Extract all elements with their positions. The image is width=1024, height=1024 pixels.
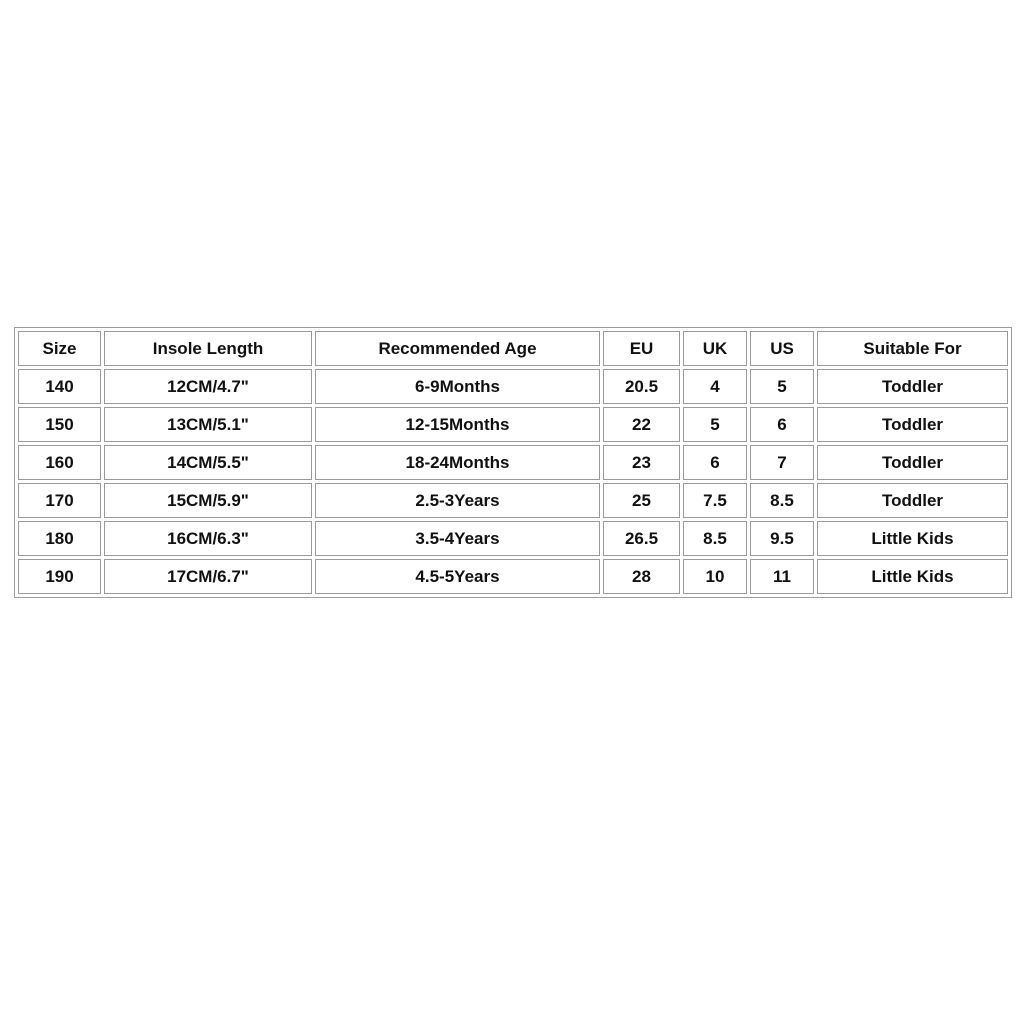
header-eu: EU — [603, 331, 680, 366]
header-insole-length: Insole Length — [104, 331, 312, 366]
cell-recommended-age: 18-24Months — [315, 445, 600, 480]
cell-eu: 23 — [603, 445, 680, 480]
cell-recommended-age: 2.5-3Years — [315, 483, 600, 518]
cell-insole-length: 15CM/5.9" — [104, 483, 312, 518]
cell-us: 5 — [750, 369, 814, 404]
cell-uk: 10 — [683, 559, 747, 594]
cell-uk: 5 — [683, 407, 747, 442]
cell-size: 140 — [18, 369, 101, 404]
table-header-row — [18, 331, 1008, 366]
table-row — [18, 521, 1008, 556]
cell-eu: 22 — [603, 407, 680, 442]
cell-insole-length: 13CM/5.1" — [104, 407, 312, 442]
cell-suitable-for: Toddler — [817, 445, 1008, 480]
table-row — [18, 407, 1008, 442]
cell-us: 7 — [750, 445, 814, 480]
cell-insole-length: 17CM/6.7" — [104, 559, 312, 594]
cell-suitable-for: Little Kids — [817, 521, 1008, 556]
cell-suitable-for: Little Kids — [817, 559, 1008, 594]
header-recommended-age: Recommended Age — [315, 331, 600, 366]
cell-size: 180 — [18, 521, 101, 556]
size-chart-table — [14, 327, 1012, 598]
table-row — [18, 483, 1008, 518]
cell-size: 170 — [18, 483, 101, 518]
cell-insole-length: 12CM/4.7" — [104, 369, 312, 404]
cell-recommended-age: 6-9Months — [315, 369, 600, 404]
cell-size: 160 — [18, 445, 101, 480]
header-uk: UK — [683, 331, 747, 366]
cell-suitable-for: Toddler — [817, 407, 1008, 442]
header-suitable-for: Suitable For — [817, 331, 1008, 366]
header-size: Size — [18, 331, 101, 366]
cell-eu: 28 — [603, 559, 680, 594]
cell-uk: 6 — [683, 445, 747, 480]
cell-uk: 4 — [683, 369, 747, 404]
header-us: US — [750, 331, 814, 366]
cell-us: 9.5 — [750, 521, 814, 556]
cell-suitable-for: Toddler — [817, 483, 1008, 518]
cell-us: 6 — [750, 407, 814, 442]
cell-recommended-age: 3.5-4Years — [315, 521, 600, 556]
table-row — [18, 445, 1008, 480]
cell-recommended-age: 12-15Months — [315, 407, 600, 442]
cell-uk: 8.5 — [683, 521, 747, 556]
cell-size: 150 — [18, 407, 101, 442]
cell-size: 190 — [18, 559, 101, 594]
cell-insole-length: 16CM/6.3" — [104, 521, 312, 556]
cell-suitable-for: Toddler — [817, 369, 1008, 404]
table-row — [18, 559, 1008, 594]
cell-us: 11 — [750, 559, 814, 594]
cell-eu: 20.5 — [603, 369, 680, 404]
table-row — [18, 369, 1008, 404]
cell-recommended-age: 4.5-5Years — [315, 559, 600, 594]
cell-insole-length: 14CM/5.5" — [104, 445, 312, 480]
cell-eu: 25 — [603, 483, 680, 518]
cell-us: 8.5 — [750, 483, 814, 518]
cell-eu: 26.5 — [603, 521, 680, 556]
cell-uk: 7.5 — [683, 483, 747, 518]
